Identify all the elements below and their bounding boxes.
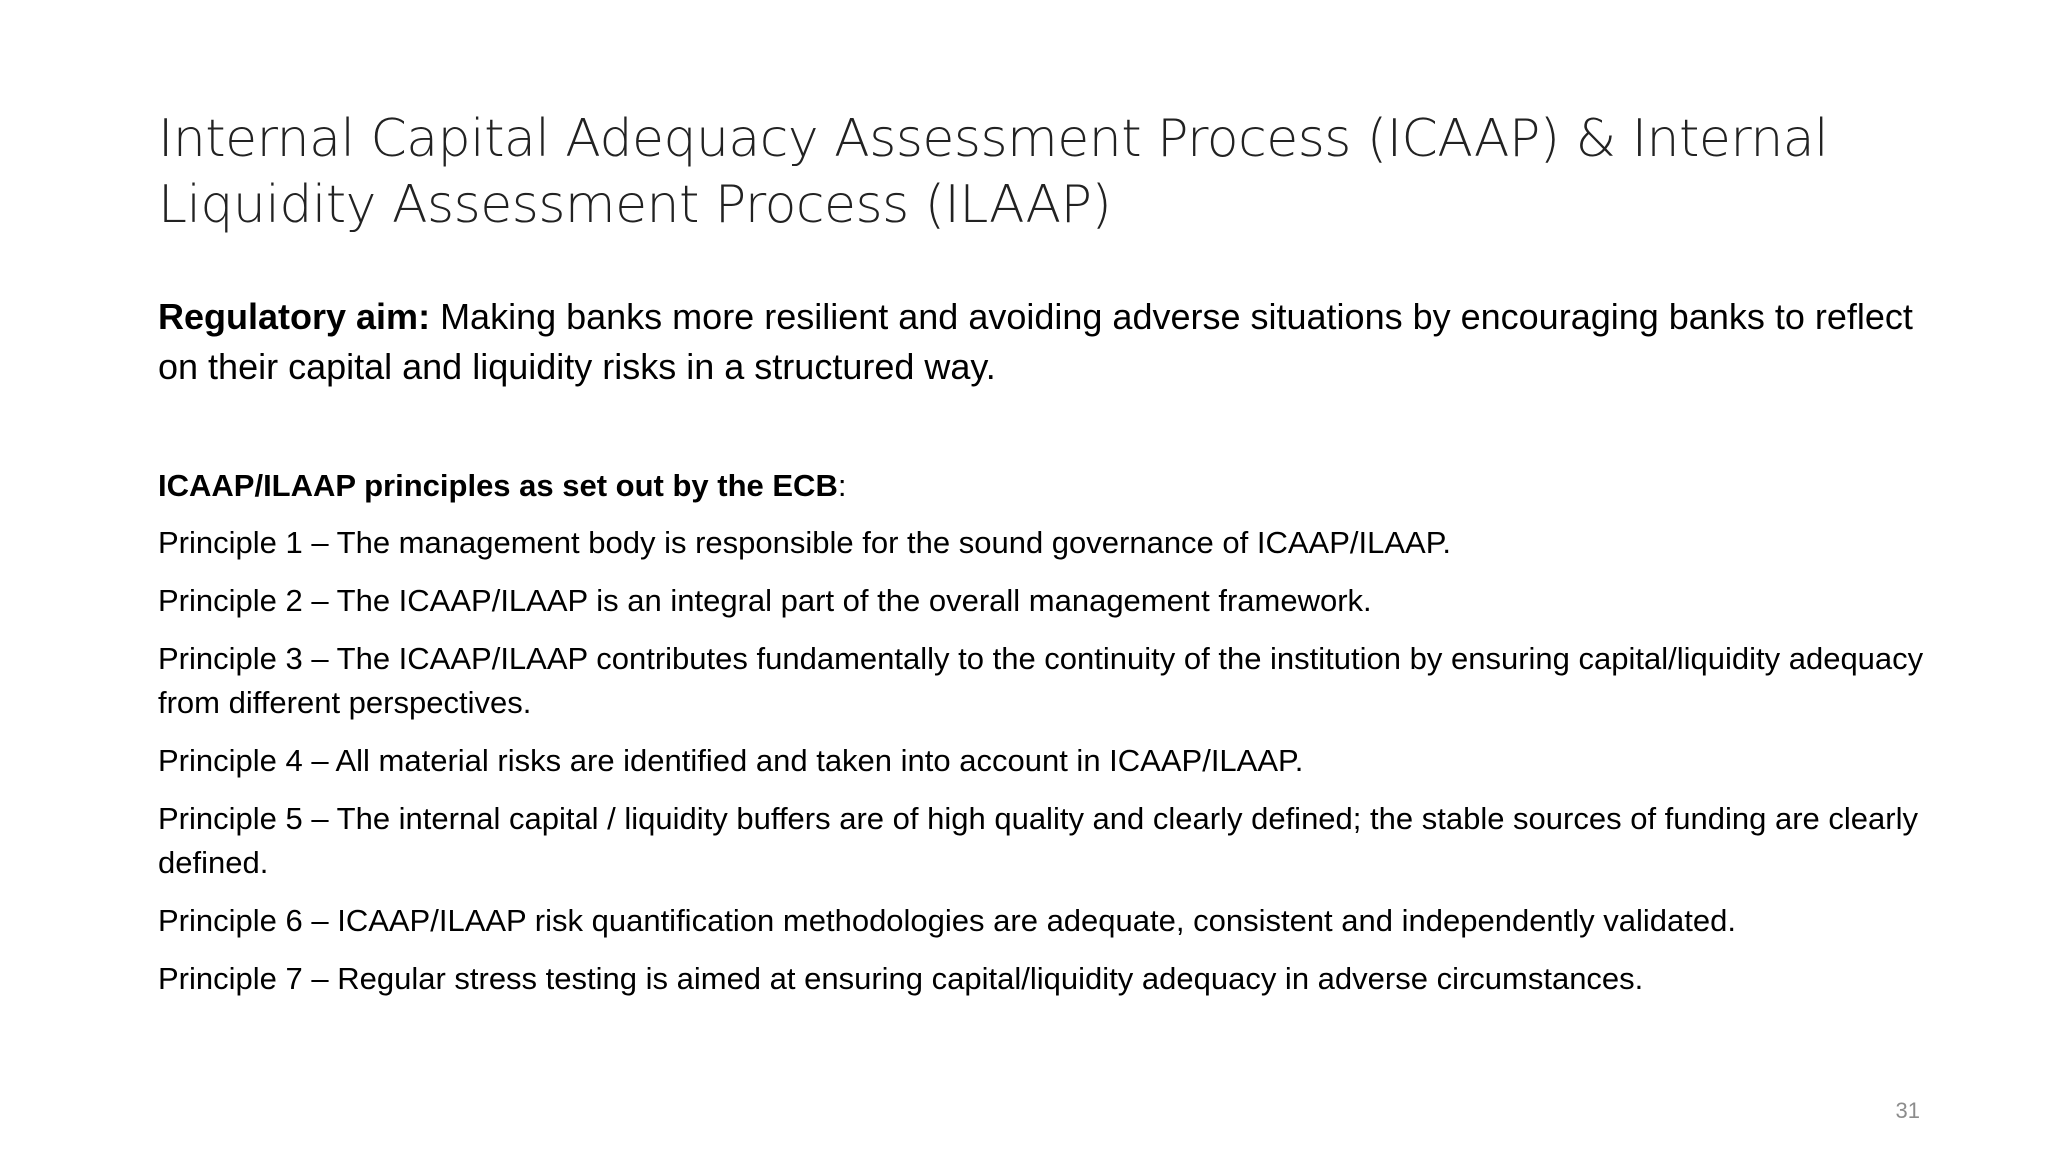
principles-section	[158, 464, 1948, 1015]
page-number: 31	[1895, 1098, 1920, 1123]
principle-4: Principle 4 – All material risks are identified and taken into account in ICAAP/ILAAP.	[158, 743, 1304, 778]
principle-3: Principle 3 – The ICAAP/ILAAP contributes fundamentally to the continuity of the institution by ensuring capital/liquidity adequacy from different perspectives.	[158, 641, 1924, 720]
regulatory-aim	[158, 292, 1958, 392]
principle-5: Principle 5 – The internal capital / liquidity buffers are of high quality and clearly defined; the stable sources of funding are clearly defined.	[158, 801, 1918, 880]
principle-1: Principle 1 – The management body is responsible for the sound governance of ICAAP/ILAAP.	[158, 525, 1452, 560]
regulatory-aim-label: Regulatory aim:	[158, 296, 431, 337]
principle-7: Principle 7 – Regular stress testing is aimed at ensuring capital/liquidity adequacy in adverse circumstances.	[158, 961, 1644, 996]
principle-2: Principle 2 – The ICAAP/ILAAP is an integral part of the overall management framework.	[158, 583, 1372, 618]
slide-title: Internal Capital Adequacy Assessment Process (ICAAP) & Internal Liquidity Assessment Process (ILAAP)	[158, 109, 1829, 235]
principles-heading	[158, 464, 1948, 508]
principles-heading-colon: :	[837, 468, 847, 503]
principles-heading-label: ICAAP/ILAAP principles as set out by the ECB	[158, 468, 838, 503]
regulatory-aim-text: Making banks more resilient and avoiding adverse situations by encouraging banks to reflect on their capital and liquidity risks in a structured way.	[158, 296, 1913, 387]
principle-6: Principle 6 – ICAAP/ILAAP risk quantification methodologies are adequate, consistent and independently validated.	[158, 903, 1736, 938]
